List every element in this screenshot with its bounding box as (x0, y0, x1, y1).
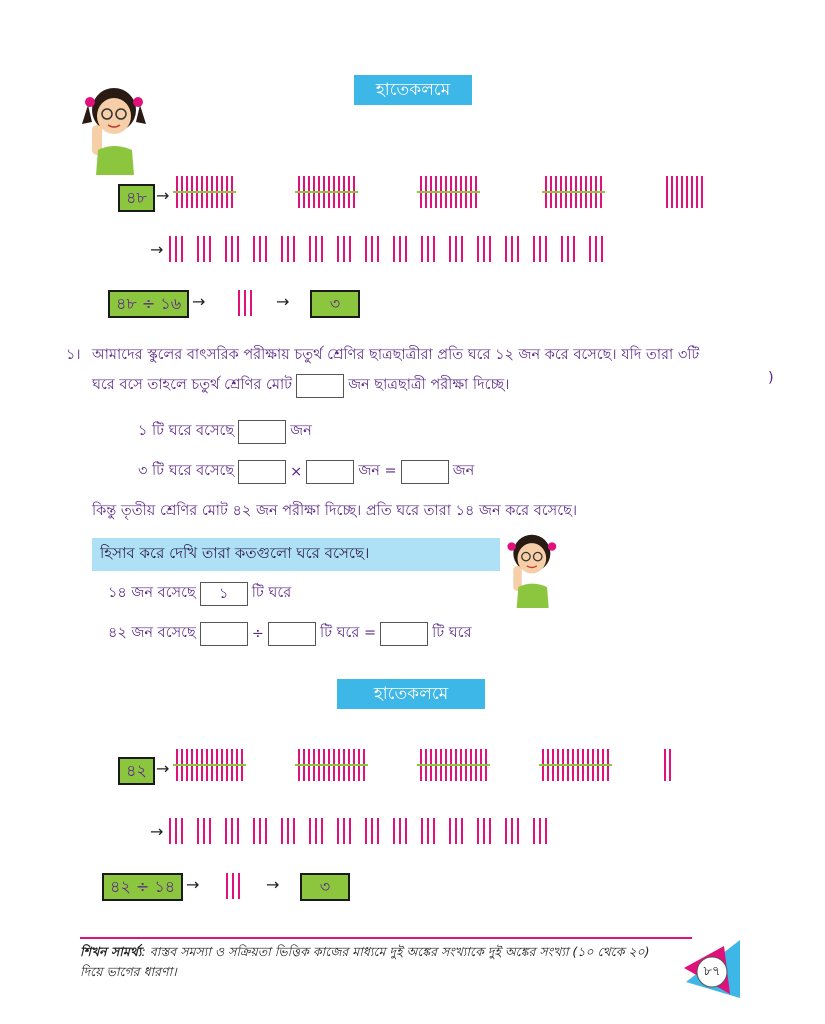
arrow-icon: → (266, 875, 280, 894)
girl-thinking-illustration-small (500, 528, 562, 608)
answer-box-filled[interactable]: ১ (200, 582, 248, 606)
answer-blank-product[interactable] (401, 460, 449, 484)
stick-group-remaining-2 (664, 749, 671, 781)
section1-banner: হাতেকলমে (354, 75, 472, 105)
problem-line-3: কিন্তু তৃতীয় শ্রেণির মোট ৪২ জন পরীক্ষা দিচ্ছে। প্রতি ঘরে তারা ১৪ জন করে বসেছে। (92, 503, 578, 519)
margin-mark: ) (768, 370, 774, 386)
row-three-rooms-mid: জন = (358, 463, 397, 479)
three-sticks-2 (226, 873, 254, 899)
divide-sign: ÷ (251, 626, 264, 642)
result-box-3: ৩ (310, 290, 360, 318)
start-number-box-42: ৪২ (118, 757, 155, 785)
row-forty-two-suffix: টি ঘরে (432, 625, 472, 641)
answer-blank-divisor[interactable] (268, 622, 316, 646)
stick-bundle-7 (420, 749, 487, 781)
problem-line-2-text: ঘরে বসে তাহলে চতুর্থ শ্রেণির মোট (92, 377, 293, 393)
footer-label: শিখন সামর্থ্য (80, 944, 142, 959)
arrow-icon: → (150, 239, 164, 259)
three-sticks (238, 290, 266, 316)
problem-line-1: আমাদের স্কুলের বাৎসরিক পরীক্ষায় চতুর্থ শ্রেণির ছাত্রছাত্রীরা প্রতি ঘরে ১২ জন করে বসেছে। যদি তারা ৩টি (92, 347, 700, 363)
row-fourteen (108, 582, 291, 606)
row-fourteen-prefix: ১৪ জন বসেছে (108, 585, 196, 601)
stick-bundle-5 (176, 749, 243, 781)
problem-line-2 (92, 374, 509, 398)
footer-divider (80, 937, 692, 939)
footer-line-2: দিয়ে ভাগের ধারণা। (80, 964, 177, 979)
answer-blank-dividend[interactable] (200, 622, 248, 646)
problem-line-2-text-end: জন ছাত্রছাত্রী পরীক্ষা দিচ্ছে। (348, 377, 510, 393)
row-fourteen-suffix: টি ঘরে (251, 585, 292, 601)
arrow-icon: → (156, 186, 170, 205)
division-box-48-16: ৪৮ ÷ ১৬ (108, 290, 189, 318)
stick-group-remaining (666, 176, 703, 208)
girl-thinking-illustration (78, 80, 148, 175)
stick-bundle-4 (545, 176, 602, 208)
arrow-icon: → (186, 875, 200, 894)
result-box-3-2: ৩ (300, 873, 350, 901)
row-three-rooms-prefix: ৩ টি ঘরে বসেছে (138, 463, 235, 479)
row-one-room (138, 420, 312, 444)
arrow-icon: → (192, 292, 206, 311)
hint-box: হিসাব করে দেখি তারা কতগুলো ঘরে বসেছে। (92, 538, 500, 571)
row-forty-two (108, 622, 472, 646)
answer-blank-per-room[interactable] (306, 460, 354, 484)
problem-index: ১। (66, 347, 81, 363)
row-three-rooms-suffix: জন (452, 463, 475, 479)
answer-blank-rooms[interactable] (238, 460, 286, 484)
arrow-icon: → (150, 821, 164, 841)
footer-text-1: : বাস্তব সমস্যা ও সক্রিয়তা ভিত্তিক কাজের মাধ্যমে দুই অঙ্কের সংখ্যাকে দুই অঙ্কের সংখ্যা (১০ থেকে ২০) (141, 944, 650, 959)
row-one-room-prefix: ১ টি ঘরে বসেছে (138, 423, 235, 439)
answer-blank-one-room[interactable] (238, 420, 286, 444)
arrow-icon: → (276, 292, 290, 311)
section2-banner: হাতেকলমে (337, 679, 485, 709)
stick-bundle-8 (542, 749, 609, 781)
division-box-42-14: ৪২ ÷ ১৪ (102, 873, 183, 901)
sticks-in-threes-row-2 (150, 818, 547, 844)
stick-bundle-2 (298, 176, 355, 208)
start-number-box-48: ৪৮ (118, 184, 155, 212)
row-forty-two-mid: টি ঘরে = (319, 625, 377, 641)
stick-bundle-1 (176, 176, 233, 208)
answer-blank-quotient[interactable] (380, 622, 428, 646)
row-forty-two-prefix: ৪২ জন বসেছে (108, 625, 196, 641)
page-number: ৮৭ (703, 964, 721, 979)
row-three-rooms (138, 460, 474, 484)
times-sign: × (290, 464, 303, 480)
arrow-icon: → (156, 759, 170, 778)
footer-line-1 (80, 944, 650, 964)
stick-bundle-6 (298, 749, 365, 781)
answer-blank-total[interactable] (296, 374, 344, 398)
row-one-room-suffix: জন (290, 423, 312, 439)
sticks-in-threes-row (150, 236, 603, 262)
stick-bundle-3 (420, 176, 477, 208)
